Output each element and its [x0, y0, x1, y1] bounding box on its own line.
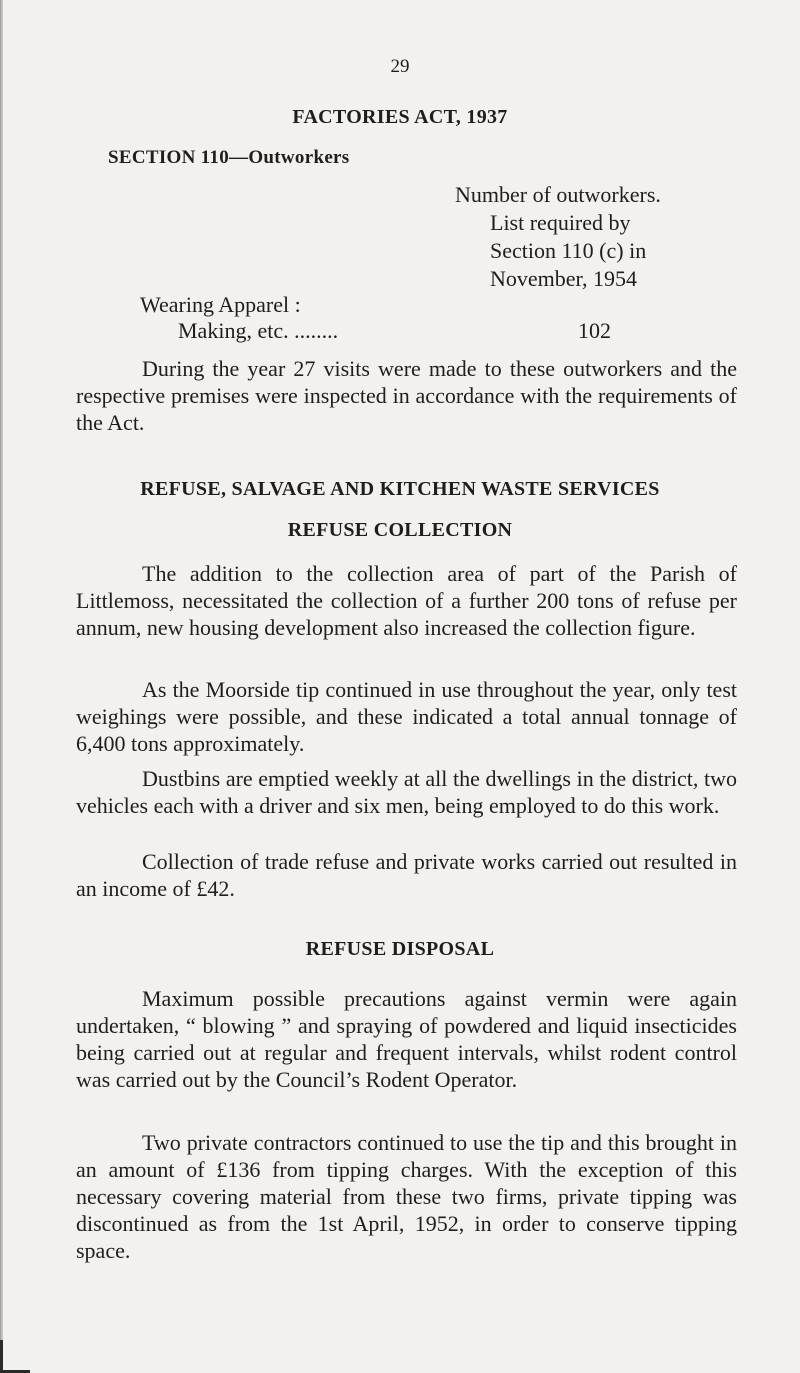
column-header-line: List required by [490, 210, 631, 235]
outworkers-column-header [455, 181, 661, 293]
refuse-services-title: REFUSE, SALVAGE AND KITCHEN WASTE SERVICES [140, 478, 660, 500]
crop-corner-mark [0, 1340, 30, 1373]
page-left-edge [0, 0, 3, 1373]
factories-act-title: FACTORIES ACT, 1937 [292, 106, 508, 128]
refuse-collection-heading: REFUSE COLLECTION [287, 519, 513, 541]
page-number: 29 [390, 56, 410, 77]
column-header-line: Number of outworkers. [455, 182, 661, 207]
collection-paragraph: Collection of trade refuse and private works carried out resulted in an income of £42. [76, 849, 737, 901]
column-header-line: Section 110 (c) in [490, 238, 647, 263]
disposal-paragraph: Two private contractors continued to use the tip and this brought in an amount of £136 from tipping charges. With the exception of this necessary covering material from these two firms, private tipping was discontinued as from the 1st April, 1952, in order to conserve tipping space. [76, 1130, 737, 1263]
outworkers-count: 102 [578, 318, 611, 343]
column-header-line: November, 1954 [490, 266, 637, 291]
row-label-wearing-apparel: Wearing Apparel : [140, 292, 301, 317]
outworkers-visits-paragraph: During the year 27 visits were made to these outworkers and the respective premises were inspected in accordance with the requirements of the Act. [76, 356, 737, 435]
refuse-disposal-heading: REFUSE DISPOSAL [305, 938, 495, 960]
collection-paragraph: The addition to the collection area of part of the Parish of Littlemoss, necessitated the collection of a further 200 tons of refuse per annum, new housing development also increased the collection figure. [76, 561, 737, 640]
collection-paragraph: Dustbins are emptied weekly at all the dwellings in the district, two vehicles each with a driver and six men, being employed to do this work. [76, 766, 737, 818]
row-sublabel-making: Making, etc. ........ [178, 318, 339, 343]
collection-paragraph: As the Moorside tip continued in use throughout the year, only test weighings were possible, and these indicated a total annual tonnage of 6,400 tons approximately. [76, 677, 737, 756]
section-heading: SECTION 110—Outworkers [108, 147, 350, 168]
disposal-paragraph: Maximum possible precautions against vermin were again undertaken, “ blowing ” and spraying of powdered and liquid insecticides being carried out at regular and frequent intervals, whilst rodent control was carried out by the Council’s Rodent Operator. [76, 986, 737, 1092]
